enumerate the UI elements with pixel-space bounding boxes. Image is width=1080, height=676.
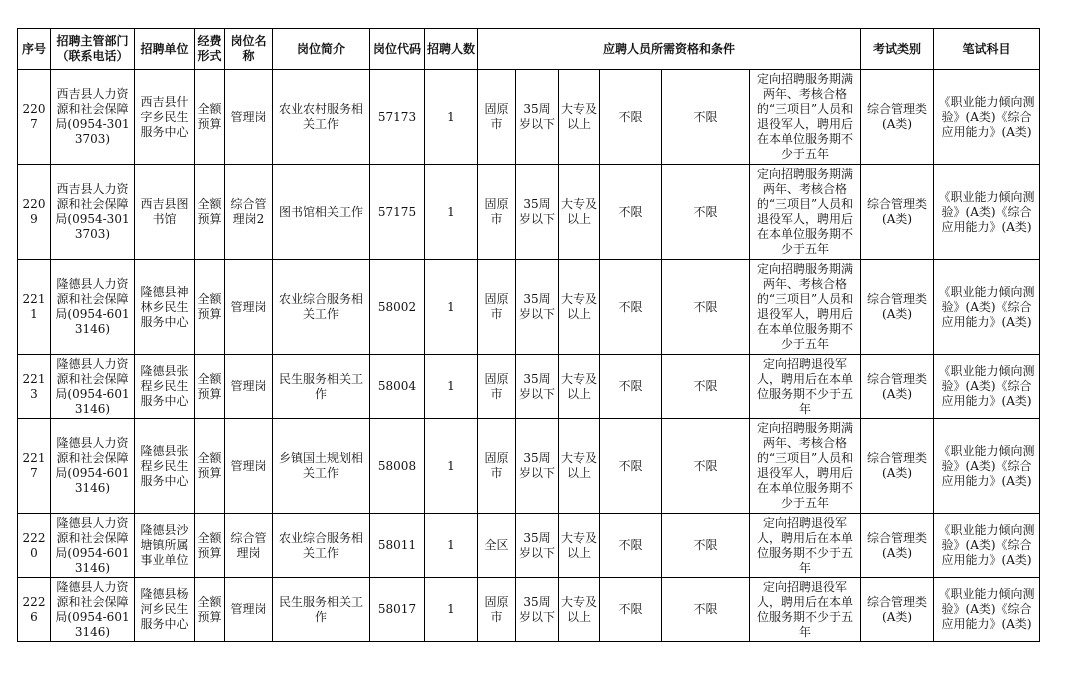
cell-post-code: 58017 bbox=[370, 578, 425, 642]
col-header-unit: 招聘单位 bbox=[135, 29, 195, 70]
cell-written-subject: 《职业能力倾向测验》(A类)《综合应用能力》(A类) bbox=[934, 355, 1040, 419]
cell-edu: 大专及以上 bbox=[559, 578, 600, 642]
col-header-dept: 招聘主管部门（联系电话） bbox=[51, 29, 135, 70]
col-header-post-code: 岗位代码 bbox=[370, 29, 425, 70]
table-row bbox=[18, 260, 1040, 355]
cell-region: 全区 bbox=[478, 514, 516, 578]
cell-post-desc: 民生服务相关工作 bbox=[273, 578, 370, 642]
cell-req-a: 不限 bbox=[600, 165, 662, 260]
cell-exam-type: 综合管理类(A类) bbox=[861, 514, 934, 578]
cell-age: 35周岁以下 bbox=[516, 419, 559, 514]
cell-fund: 全额预算 bbox=[195, 419, 225, 514]
cell-req-a: 不限 bbox=[600, 578, 662, 642]
cell-seq: 2207 bbox=[18, 70, 51, 165]
table-row bbox=[18, 355, 1040, 419]
cell-req-a: 不限 bbox=[600, 514, 662, 578]
cell-count: 1 bbox=[425, 578, 478, 642]
cell-req-a: 不限 bbox=[600, 70, 662, 165]
cell-unit: 隆德县神林乡民生服务中心 bbox=[135, 260, 195, 355]
col-header-requirements: 应聘人员所需资格和条件 bbox=[478, 29, 861, 70]
cell-req-b: 不限 bbox=[662, 514, 750, 578]
header-row bbox=[18, 29, 1040, 70]
cell-exam-type: 综合管理类(A类) bbox=[861, 260, 934, 355]
cell-post-code: 57175 bbox=[370, 165, 425, 260]
cell-edu: 大专及以上 bbox=[559, 260, 600, 355]
col-header-post-name: 岗位名称 bbox=[225, 29, 273, 70]
cell-req-b: 不限 bbox=[662, 355, 750, 419]
cell-age: 35周岁以下 bbox=[516, 165, 559, 260]
table-row bbox=[18, 165, 1040, 260]
cell-req-a: 不限 bbox=[600, 355, 662, 419]
cell-post-name: 管理岗 bbox=[225, 355, 273, 419]
cell-post-name: 管理岗 bbox=[225, 260, 273, 355]
table-row bbox=[18, 514, 1040, 578]
cell-unit: 西吉县什字乡民生服务中心 bbox=[135, 70, 195, 165]
col-header-seq: 序号 bbox=[18, 29, 51, 70]
cell-region: 固原市 bbox=[478, 165, 516, 260]
cell-dept: 隆德县人力资源和社会保障局(0954-6013146) bbox=[51, 355, 135, 419]
cell-fund: 全额预算 bbox=[195, 70, 225, 165]
cell-post-name: 管理岗 bbox=[225, 419, 273, 514]
col-header-post-desc: 岗位简介 bbox=[273, 29, 370, 70]
table-row bbox=[18, 70, 1040, 165]
cell-post-code: 57173 bbox=[370, 70, 425, 165]
cell-post-desc: 农业综合服务相关工作 bbox=[273, 260, 370, 355]
cell-count: 1 bbox=[425, 355, 478, 419]
cell-req-b: 不限 bbox=[662, 70, 750, 165]
cell-unit: 隆德县张程乡民生服务中心 bbox=[135, 355, 195, 419]
cell-post-code: 58002 bbox=[370, 260, 425, 355]
cell-unit: 隆德县杨河乡民生服务中心 bbox=[135, 578, 195, 642]
cell-other-conditions: 定向招聘服务期满两年、考核合格的“三项目”人员和退役军人，聘用后在本单位服务期不少于五年 bbox=[750, 70, 861, 165]
cell-written-subject: 《职业能力倾向测验》(A类)《综合应用能力》(A类) bbox=[934, 514, 1040, 578]
cell-fund: 全额预算 bbox=[195, 514, 225, 578]
cell-age: 35周岁以下 bbox=[516, 355, 559, 419]
cell-dept: 西吉县人力资源和社会保障局(0954-3013703) bbox=[51, 165, 135, 260]
cell-count: 1 bbox=[425, 419, 478, 514]
cell-region: 固原市 bbox=[478, 578, 516, 642]
cell-age: 35周岁以下 bbox=[516, 514, 559, 578]
cell-count: 1 bbox=[425, 70, 478, 165]
cell-unit: 西吉县图书馆 bbox=[135, 165, 195, 260]
cell-post-desc: 乡镇国土规划相关工作 bbox=[273, 419, 370, 514]
cell-dept: 西吉县人力资源和社会保障局(0954-3013703) bbox=[51, 70, 135, 165]
cell-dept: 隆德县人力资源和社会保障局(0954-6013146) bbox=[51, 578, 135, 642]
cell-post-name: 综合管理岗 bbox=[225, 514, 273, 578]
cell-exam-type: 综合管理类(A类) bbox=[861, 165, 934, 260]
cell-written-subject: 《职业能力倾向测验》(A类)《综合应用能力》(A类) bbox=[934, 70, 1040, 165]
cell-fund: 全额预算 bbox=[195, 355, 225, 419]
col-header-count: 招聘人数 bbox=[425, 29, 478, 70]
cell-region: 固原市 bbox=[478, 70, 516, 165]
cell-exam-type: 综合管理类(A类) bbox=[861, 70, 934, 165]
cell-post-name: 管理岗 bbox=[225, 70, 273, 165]
cell-written-subject: 《职业能力倾向测验》(A类)《综合应用能力》(A类) bbox=[934, 578, 1040, 642]
cell-exam-type: 综合管理类(A类) bbox=[861, 419, 934, 514]
cell-seq: 2209 bbox=[18, 165, 51, 260]
cell-seq: 2226 bbox=[18, 578, 51, 642]
cell-req-b: 不限 bbox=[662, 260, 750, 355]
cell-post-name: 综合管理岗2 bbox=[225, 165, 273, 260]
cell-edu: 大专及以上 bbox=[559, 514, 600, 578]
cell-count: 1 bbox=[425, 165, 478, 260]
cell-post-code: 58004 bbox=[370, 355, 425, 419]
cell-age: 35周岁以下 bbox=[516, 260, 559, 355]
cell-dept: 隆德县人力资源和社会保障局(0954-6013146) bbox=[51, 419, 135, 514]
cell-other-conditions: 定向招聘退役军人，聘用后在本单位服务期不少于五年 bbox=[750, 355, 861, 419]
cell-age: 35周岁以下 bbox=[516, 578, 559, 642]
table-row bbox=[18, 419, 1040, 514]
cell-fund: 全额预算 bbox=[195, 165, 225, 260]
cell-seq: 2217 bbox=[18, 419, 51, 514]
cell-req-b: 不限 bbox=[662, 165, 750, 260]
col-header-written-subject: 笔试科目 bbox=[934, 29, 1040, 70]
cell-req-a: 不限 bbox=[600, 419, 662, 514]
cell-req-b: 不限 bbox=[662, 419, 750, 514]
cell-region: 固原市 bbox=[478, 355, 516, 419]
cell-post-name: 管理岗 bbox=[225, 578, 273, 642]
cell-seq: 2213 bbox=[18, 355, 51, 419]
cell-edu: 大专及以上 bbox=[559, 70, 600, 165]
cell-post-code: 58008 bbox=[370, 419, 425, 514]
cell-written-subject: 《职业能力倾向测验》(A类)《综合应用能力》(A类) bbox=[934, 165, 1040, 260]
col-header-fund: 经费形式 bbox=[195, 29, 225, 70]
cell-unit: 隆德县沙塘镇所属事业单位 bbox=[135, 514, 195, 578]
cell-age: 35周岁以下 bbox=[516, 70, 559, 165]
cell-req-b: 不限 bbox=[662, 578, 750, 642]
cell-post-desc: 民生服务相关工作 bbox=[273, 355, 370, 419]
cell-seq: 2220 bbox=[18, 514, 51, 578]
cell-written-subject: 《职业能力倾向测验》(A类)《综合应用能力》(A类) bbox=[934, 419, 1040, 514]
cell-fund: 全额预算 bbox=[195, 578, 225, 642]
cell-edu: 大专及以上 bbox=[559, 165, 600, 260]
cell-post-code: 58011 bbox=[370, 514, 425, 578]
cell-other-conditions: 定向招聘服务期满两年、考核合格的“三项目”人员和退役军人，聘用后在本单位服务期不少于五年 bbox=[750, 419, 861, 514]
table-row bbox=[18, 578, 1040, 642]
cell-seq: 2211 bbox=[18, 260, 51, 355]
cell-req-a: 不限 bbox=[600, 260, 662, 355]
cell-other-conditions: 定向招聘退役军人，聘用后在本单位服务期不少于五年 bbox=[750, 514, 861, 578]
cell-post-desc: 图书馆相关工作 bbox=[273, 165, 370, 260]
cell-dept: 隆德县人力资源和社会保障局(0954-6013146) bbox=[51, 260, 135, 355]
cell-post-desc: 农业综合服务相关工作 bbox=[273, 514, 370, 578]
cell-post-desc: 农业农村服务相关工作 bbox=[273, 70, 370, 165]
cell-exam-type: 综合管理类(A类) bbox=[861, 355, 934, 419]
cell-edu: 大专及以上 bbox=[559, 419, 600, 514]
recruitment-table bbox=[17, 28, 1040, 642]
cell-count: 1 bbox=[425, 514, 478, 578]
cell-fund: 全额预算 bbox=[195, 260, 225, 355]
cell-other-conditions: 定向招聘退役军人，聘用后在本单位服务期不少于五年 bbox=[750, 578, 861, 642]
cell-region: 固原市 bbox=[478, 419, 516, 514]
cell-exam-type: 综合管理类(A类) bbox=[861, 578, 934, 642]
col-header-exam-type: 考试类别 bbox=[861, 29, 934, 70]
cell-edu: 大专及以上 bbox=[559, 355, 600, 419]
cell-written-subject: 《职业能力倾向测验》(A类)《综合应用能力》(A类) bbox=[934, 260, 1040, 355]
cell-other-conditions: 定向招聘服务期满两年、考核合格的“三项目”人员和退役军人，聘用后在本单位服务期不少于五年 bbox=[750, 165, 861, 260]
cell-dept: 隆德县人力资源和社会保障局(0954-6013146) bbox=[51, 514, 135, 578]
cell-count: 1 bbox=[425, 260, 478, 355]
cell-other-conditions: 定向招聘服务期满两年、考核合格的“三项目”人员和退役军人，聘用后在本单位服务期不少于五年 bbox=[750, 260, 861, 355]
cell-unit: 隆德县张程乡民生服务中心 bbox=[135, 419, 195, 514]
cell-region: 固原市 bbox=[478, 260, 516, 355]
